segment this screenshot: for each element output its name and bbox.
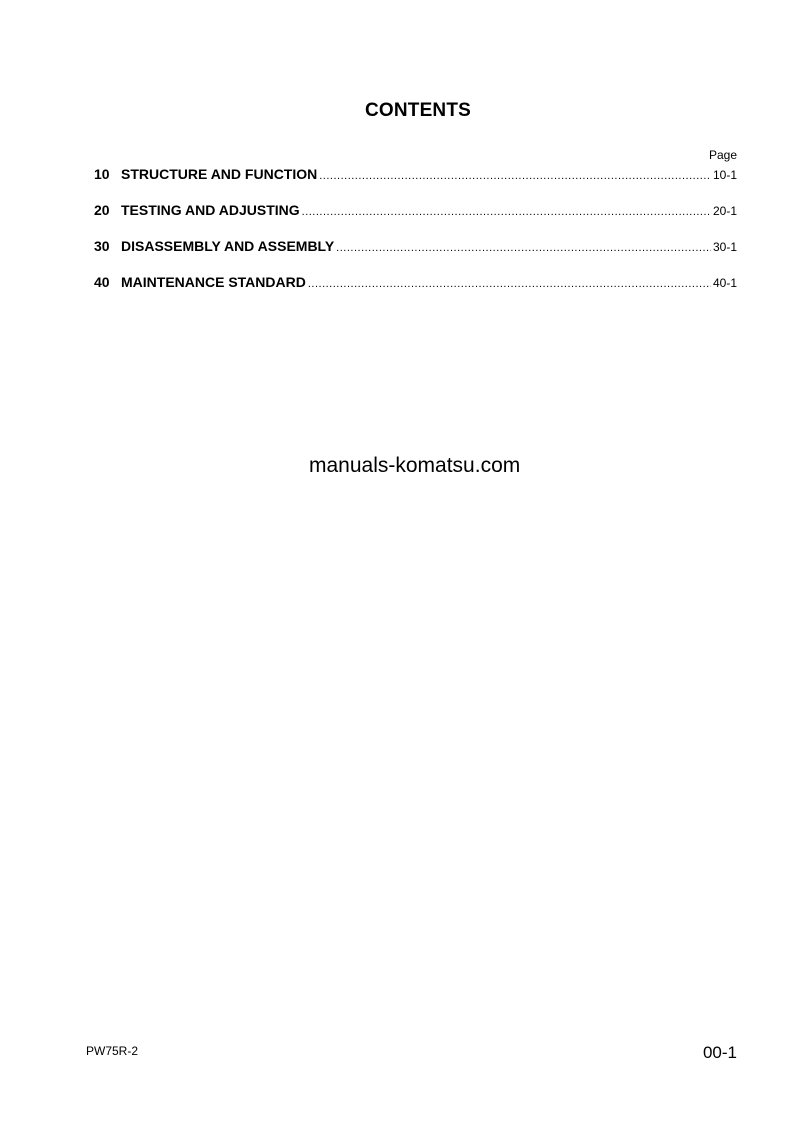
toc-entry-structure-and-function[interactable]	[94, 166, 737, 202]
toc-entry-title: MAINTENANCE STANDARD	[121, 274, 306, 290]
toc-entry-number: 20	[94, 202, 110, 218]
toc-entry-number: 30	[94, 238, 110, 254]
toc-dot-leader	[302, 206, 711, 218]
toc-entry-title: DISASSEMBLY AND ASSEMBLY	[121, 238, 335, 254]
toc-dot-leader	[308, 278, 711, 290]
toc-entry-title: STRUCTURE AND FUNCTION	[121, 166, 318, 182]
toc-entry-disassembly-and-assembly[interactable]	[94, 238, 737, 274]
page-column-label: Page	[708, 148, 737, 162]
toc-entry-title: TESTING AND ADJUSTING	[121, 202, 300, 218]
footer-model-number: PW75R-2	[86, 1044, 139, 1058]
page-title: CONTENTS	[364, 100, 472, 121]
toc-entry-page: 20-1	[712, 204, 737, 218]
toc-entry-maintenance-standard[interactable]	[94, 274, 737, 310]
toc-entry-number: 10	[94, 166, 110, 182]
toc-dot-leader	[336, 242, 711, 254]
toc-entry-page: 30-1	[712, 240, 737, 254]
toc-dot-leader	[319, 170, 711, 182]
toc-entry-page: 40-1	[712, 276, 737, 290]
footer-page-number: 00-1	[702, 1043, 737, 1062]
toc-entry-testing-and-adjusting[interactable]	[94, 202, 737, 238]
toc-entry-page: 10-1	[712, 168, 737, 182]
toc-entry-number: 40	[94, 274, 110, 290]
table-of-contents	[94, 166, 737, 310]
watermark-text: manuals-komatsu.com	[309, 454, 521, 477]
